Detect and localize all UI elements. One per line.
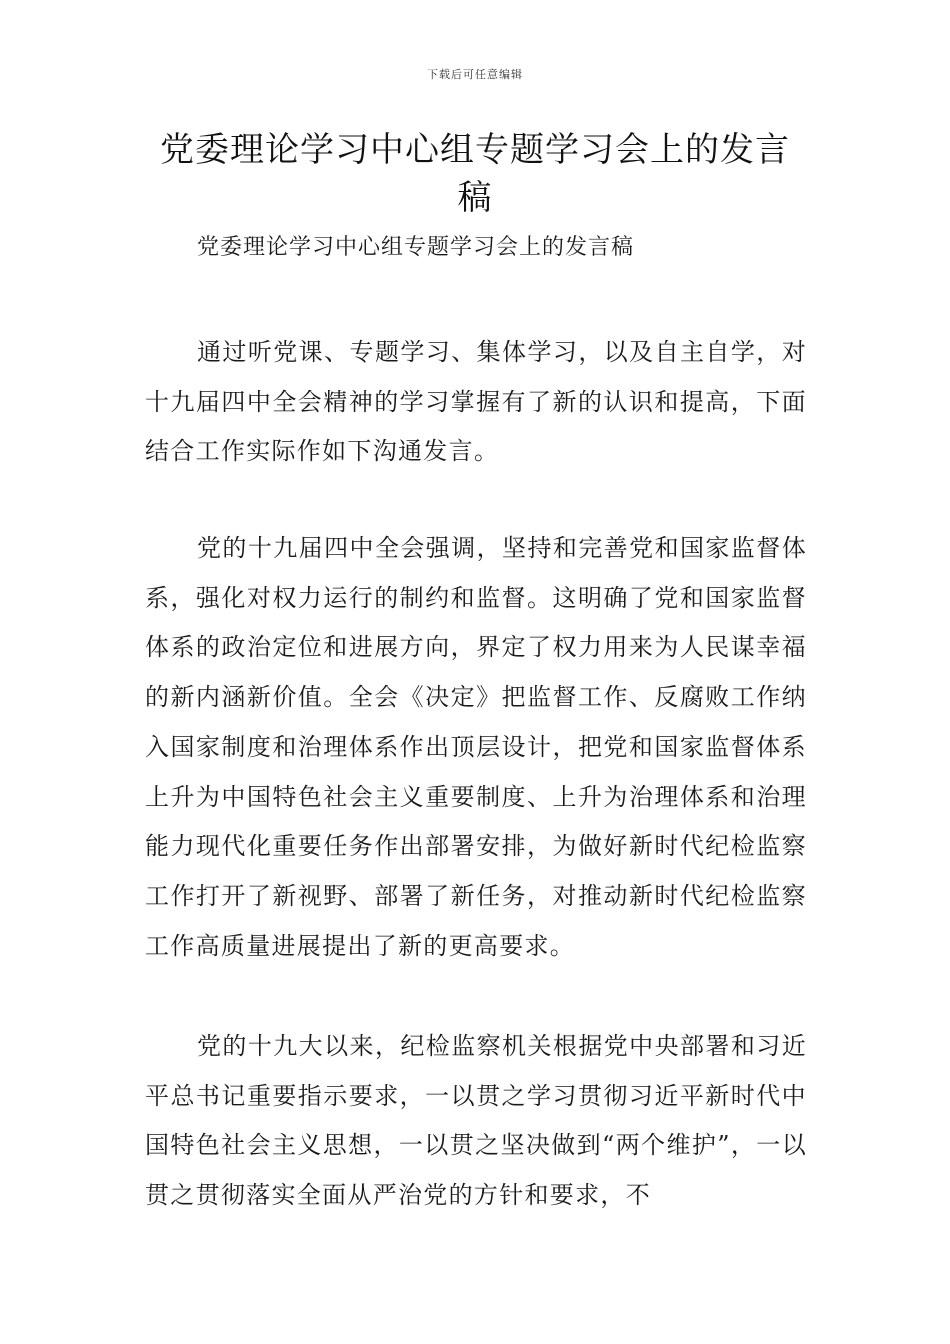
page-header-note: 下载后可任意编辑 — [427, 68, 523, 81]
document-title: 党委理论学习中心组专题学习会上的发言稿 — [160, 130, 790, 218]
paragraph-text: 党的十九届四中全会强调，坚持和完善党和国家监督体系，强化对权力运行的制约和监督。这明确了党和国家监督体系的政治定位和进展方向，界定了权力用来为人民谋幸福的新内涵新价值。全会《决定》把监督工作、反腐败工作纳入国家制度和治理体系作出顶层设计，把党和国家监督体系上升为中国特色社会主义重要制度、上升为治理体系和治理能力现代化重要任务作出部署安排，为做好新时代纪检监察工作打开了新视野、部署了新任务，对推动新时代纪检监察工作高质量进展提出了新的更高要求。 — [145, 534, 807, 960]
paragraph-text: 党的十九大以来，纪检监察机关根据党中央部署和习近平总书记重要指示要求，一以贯之学习贯彻习近平新时代中国特色社会主义思想，一以贯之坚决做到“两个维护”，一以贯之贯彻落实全面从严治党的方针和要求，不 — [145, 1032, 807, 1210]
paragraph-text: 通过听党课、专题学习、集体学习，以及自主自学，对十九届四中全会精神的学习掌握有了新的认识和提高，下面结合工作实际作如下沟通发言。 — [145, 338, 807, 466]
body-paragraph-1 — [145, 328, 807, 477]
body-paragraph-3 — [145, 1022, 807, 1221]
body-paragraph-2 — [145, 524, 807, 971]
document-subtitle: 党委理论学习中心组专题学习会上的发言稿 — [197, 235, 635, 260]
